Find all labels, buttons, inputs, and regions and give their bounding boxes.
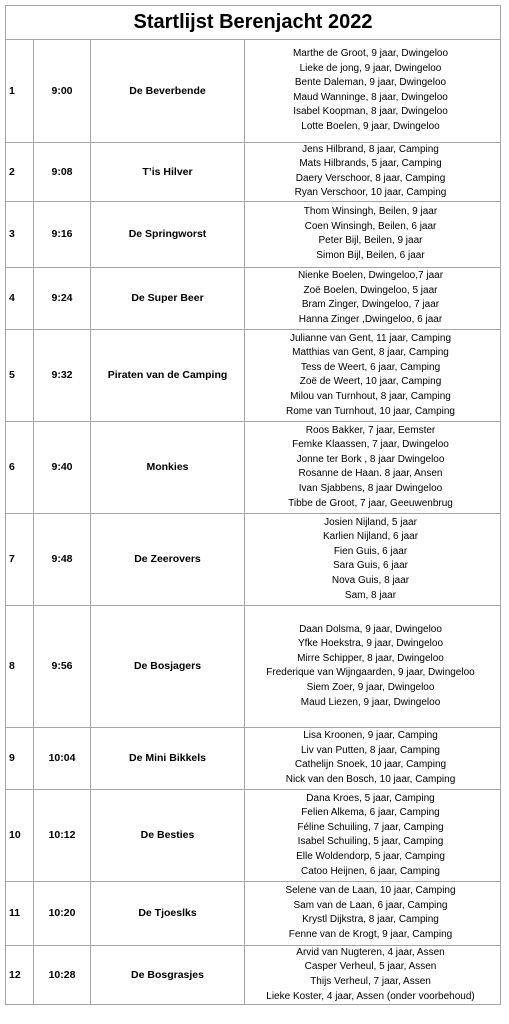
table-row: [6, 881, 500, 945]
member-entry: Frederique van Wijngaarden, 9 jaar, Dwingeloo: [266, 667, 475, 679]
member-entry: Tibbe de Groot, 7 jaar, Geeuwenbrug: [288, 497, 453, 509]
group-number: 9: [6, 727, 34, 789]
team-members: [245, 789, 501, 881]
member-entry: Rome van Turnhout, 10 jaar, Camping: [286, 405, 455, 417]
start-time: 9:40: [34, 421, 91, 513]
start-time: 10:12: [34, 789, 91, 881]
start-time: 10:04: [34, 727, 91, 789]
member-entry: Rosanne de Haan. 8 jaar, Ansen: [298, 468, 443, 480]
member-entry: Karlien Nijland, 6 jaar: [322, 531, 419, 543]
member-entry: Isabel Koopman, 8 jaar, Dwingeloo: [293, 106, 448, 118]
member-entry: Julianne van Gent, 11 jaar, Camping: [289, 332, 452, 344]
team-members: [245, 421, 501, 513]
team-name: De Bosgrasjes: [91, 945, 245, 1004]
team-name: De Mini Bikkels: [91, 727, 245, 789]
start-time: 9:08: [34, 142, 91, 201]
team-name: Piraten van de Camping: [91, 329, 245, 421]
member-entry: Nova Guis, 8 jaar: [331, 574, 410, 586]
start-time: 9:56: [34, 605, 91, 727]
member-entry: Casper Verheul, 5 jaar, Assen: [304, 961, 437, 973]
member-entry: Lotte Boelen, 9 jaar, Dwingeloo: [301, 120, 440, 132]
table-row: [6, 789, 500, 881]
member-entry: Maud Liezen, 9 jaar, Dwingeloo: [300, 696, 441, 708]
member-entry: Jonne ter Bork , 8 jaar Dwingeloo: [296, 453, 445, 465]
member-entry: Tess de Weert, 6 jaar, Camping: [300, 361, 441, 373]
page-title: Startlijst Berenjacht 2022: [6, 6, 500, 40]
member-entry: Milou van Turnhout, 8 jaar, Camping: [290, 390, 451, 402]
member-entry: Sam, 8 jaar: [344, 589, 397, 601]
group-number: 2: [6, 142, 34, 201]
team-name: De Zeerovers: [91, 513, 245, 605]
member-entry: Femke Klaassen, 7 jaar, Dwingeloo: [292, 439, 449, 451]
table-row: [6, 267, 500, 329]
member-entry: Selene van de Laan, 10 jaar, Camping: [285, 885, 456, 897]
start-time: 9:16: [34, 201, 91, 267]
member-entry: Felien Alkema, 6 jaar, Camping: [301, 807, 440, 819]
member-entry: Sara Guis, 6 jaar: [332, 560, 409, 572]
table-row: [6, 421, 500, 513]
team-members: [245, 201, 501, 267]
group-number: 7: [6, 513, 34, 605]
team-members: [245, 329, 501, 421]
member-entry: Féline Schuiling, 7 jaar, Camping: [297, 821, 444, 833]
member-entry: Marthe de Groot, 9 jaar, Dwingeloo: [292, 47, 449, 59]
start-time: 9:32: [34, 329, 91, 421]
table-row: [6, 513, 500, 605]
team-members: [245, 605, 501, 727]
group-number: 3: [6, 201, 34, 267]
member-entry: Catoo Heijnen, 6 jaar, Camping: [301, 865, 440, 877]
member-entry: Matthias van Gent, 8 jaar, Camping: [292, 347, 449, 359]
team-name: De Springworst: [91, 201, 245, 267]
member-entry: Bente Daleman, 9 jaar, Dwingeloo: [294, 77, 447, 89]
table-row: [6, 329, 500, 421]
group-number: 1: [6, 40, 34, 142]
group-number: 5: [6, 329, 34, 421]
group-number: 8: [6, 605, 34, 727]
table-row: [6, 605, 500, 727]
member-entry: Roos Bakker, 7 jaar, Eemster: [305, 424, 436, 436]
member-entry: Coen Winsingh, Beilen, 6 jaar: [304, 220, 437, 232]
member-entry: Mirre Schipper, 8 jaar, Dwingeloo: [297, 652, 444, 664]
start-time: 10:28: [34, 945, 91, 1004]
startlist-table: [6, 40, 500, 1004]
member-entry: Simon Bijl, Beilen, 6 jaar: [316, 249, 425, 261]
member-entry: Siem Zoer, 9 jaar, Dwingeloo: [306, 681, 435, 693]
team-name: De Besties: [91, 789, 245, 881]
member-entry: Elle Woldendorp, 5 jaar, Camping: [296, 850, 445, 862]
member-entry: Krystl Dijkstra, 8 jaar, Camping: [302, 914, 439, 926]
table-row: [6, 945, 500, 1004]
member-entry: Maud Wanninge, 8 jaar, Dwingeloo: [293, 91, 448, 103]
member-entry: Cathelijn Snoek, 10 jaar, Camping: [294, 759, 447, 771]
start-time: 9:24: [34, 267, 91, 329]
member-entry: Nienke Boelen, Dwingeloo,7 jaar: [297, 270, 444, 282]
group-number: 6: [6, 421, 34, 513]
member-entry: Josien Nijland, 5 jaar: [324, 516, 417, 528]
team-name: T’is Hilver: [91, 142, 245, 201]
member-entry: Peter Bijl, Beilen, 9 jaar: [318, 235, 423, 247]
member-entry: Lisa Kroonen, 9 jaar, Camping: [303, 730, 438, 742]
table-row: [6, 201, 500, 267]
team-name: De Beverbende: [91, 40, 245, 142]
member-entry: Dana Kroes, 5 jaar, Camping: [306, 792, 435, 804]
team-name: De Bosjagers: [91, 605, 245, 727]
member-entry: Lieke de jong, 9 jaar, Dwingeloo: [299, 62, 442, 74]
table-row: [6, 142, 500, 201]
member-entry: Zoë de Weert, 10 jaar, Camping: [299, 376, 442, 388]
start-time: 10:20: [34, 881, 91, 945]
team-members: [245, 727, 501, 789]
team-name: De Tjoeslks: [91, 881, 245, 945]
member-entry: Fien Guis, 6 jaar: [333, 545, 408, 557]
team-members: [245, 513, 501, 605]
member-entry: Ivan Sjabbens, 8 jaar Dwingeloo: [298, 482, 443, 494]
member-entry: Bram Zinger, Dwingeloo, 7 jaar: [301, 299, 440, 311]
start-time: 9:48: [34, 513, 91, 605]
team-name: De Super Beer: [91, 267, 245, 329]
team-members: [245, 881, 501, 945]
group-number: 10: [6, 789, 34, 881]
member-entry: Lieke Koster, 4 jaar, Assen (onder voorbehoud): [266, 990, 475, 1002]
member-entry: Isabel Schuiling, 5 jaar, Camping: [297, 836, 444, 848]
member-entry: Fenne van de Krogt, 9 jaar, Camping: [288, 928, 453, 940]
member-entry: Arvid van Nugteren, 4 jaar, Assen: [296, 946, 445, 958]
table-row: [6, 40, 500, 142]
start-time: 9:00: [34, 40, 91, 142]
team-name: Monkies: [91, 421, 245, 513]
member-entry: Thom Winsingh, Beilen, 9 jaar: [303, 206, 438, 218]
member-entry: Thijs Verheul, 7 jaar, Assen: [310, 976, 431, 988]
team-members: [245, 945, 501, 1004]
member-entry: Yfke Hoekstra, 9 jaar, Dwingeloo: [297, 638, 444, 650]
team-members: [245, 267, 501, 329]
team-members: [245, 40, 501, 142]
member-entry: Ryan Verschoor, 10 jaar, Camping: [294, 187, 447, 199]
member-entry: Zoë Boelen, Dwingeloo, 5 jaar: [303, 284, 438, 296]
table-row: [6, 727, 500, 789]
member-entry: Liv van Putten, 8 jaar, Camping: [301, 744, 440, 756]
member-entry: Nick van den Bosch, 10 jaar, Camping: [285, 773, 456, 785]
group-number: 4: [6, 267, 34, 329]
member-entry: Hanna Zinger ,Dwingeloo, 6 jaar: [298, 313, 443, 325]
team-members: [245, 142, 501, 201]
member-entry: Sam van de Laan, 6 jaar, Camping: [293, 899, 448, 911]
startlijst-sheet: [5, 5, 501, 1005]
member-entry: Daan Dolsma, 9 jaar, Dwingeloo: [299, 623, 442, 635]
group-number: 12: [6, 945, 34, 1004]
group-number: 11: [6, 881, 34, 945]
member-entry: Mats Hilbrands, 5 jaar, Camping: [299, 158, 442, 170]
member-entry: Jens Hilbrand, 8 jaar, Camping: [302, 143, 439, 155]
member-entry: Daery Verschoor, 8 jaar, Camping: [295, 172, 446, 184]
